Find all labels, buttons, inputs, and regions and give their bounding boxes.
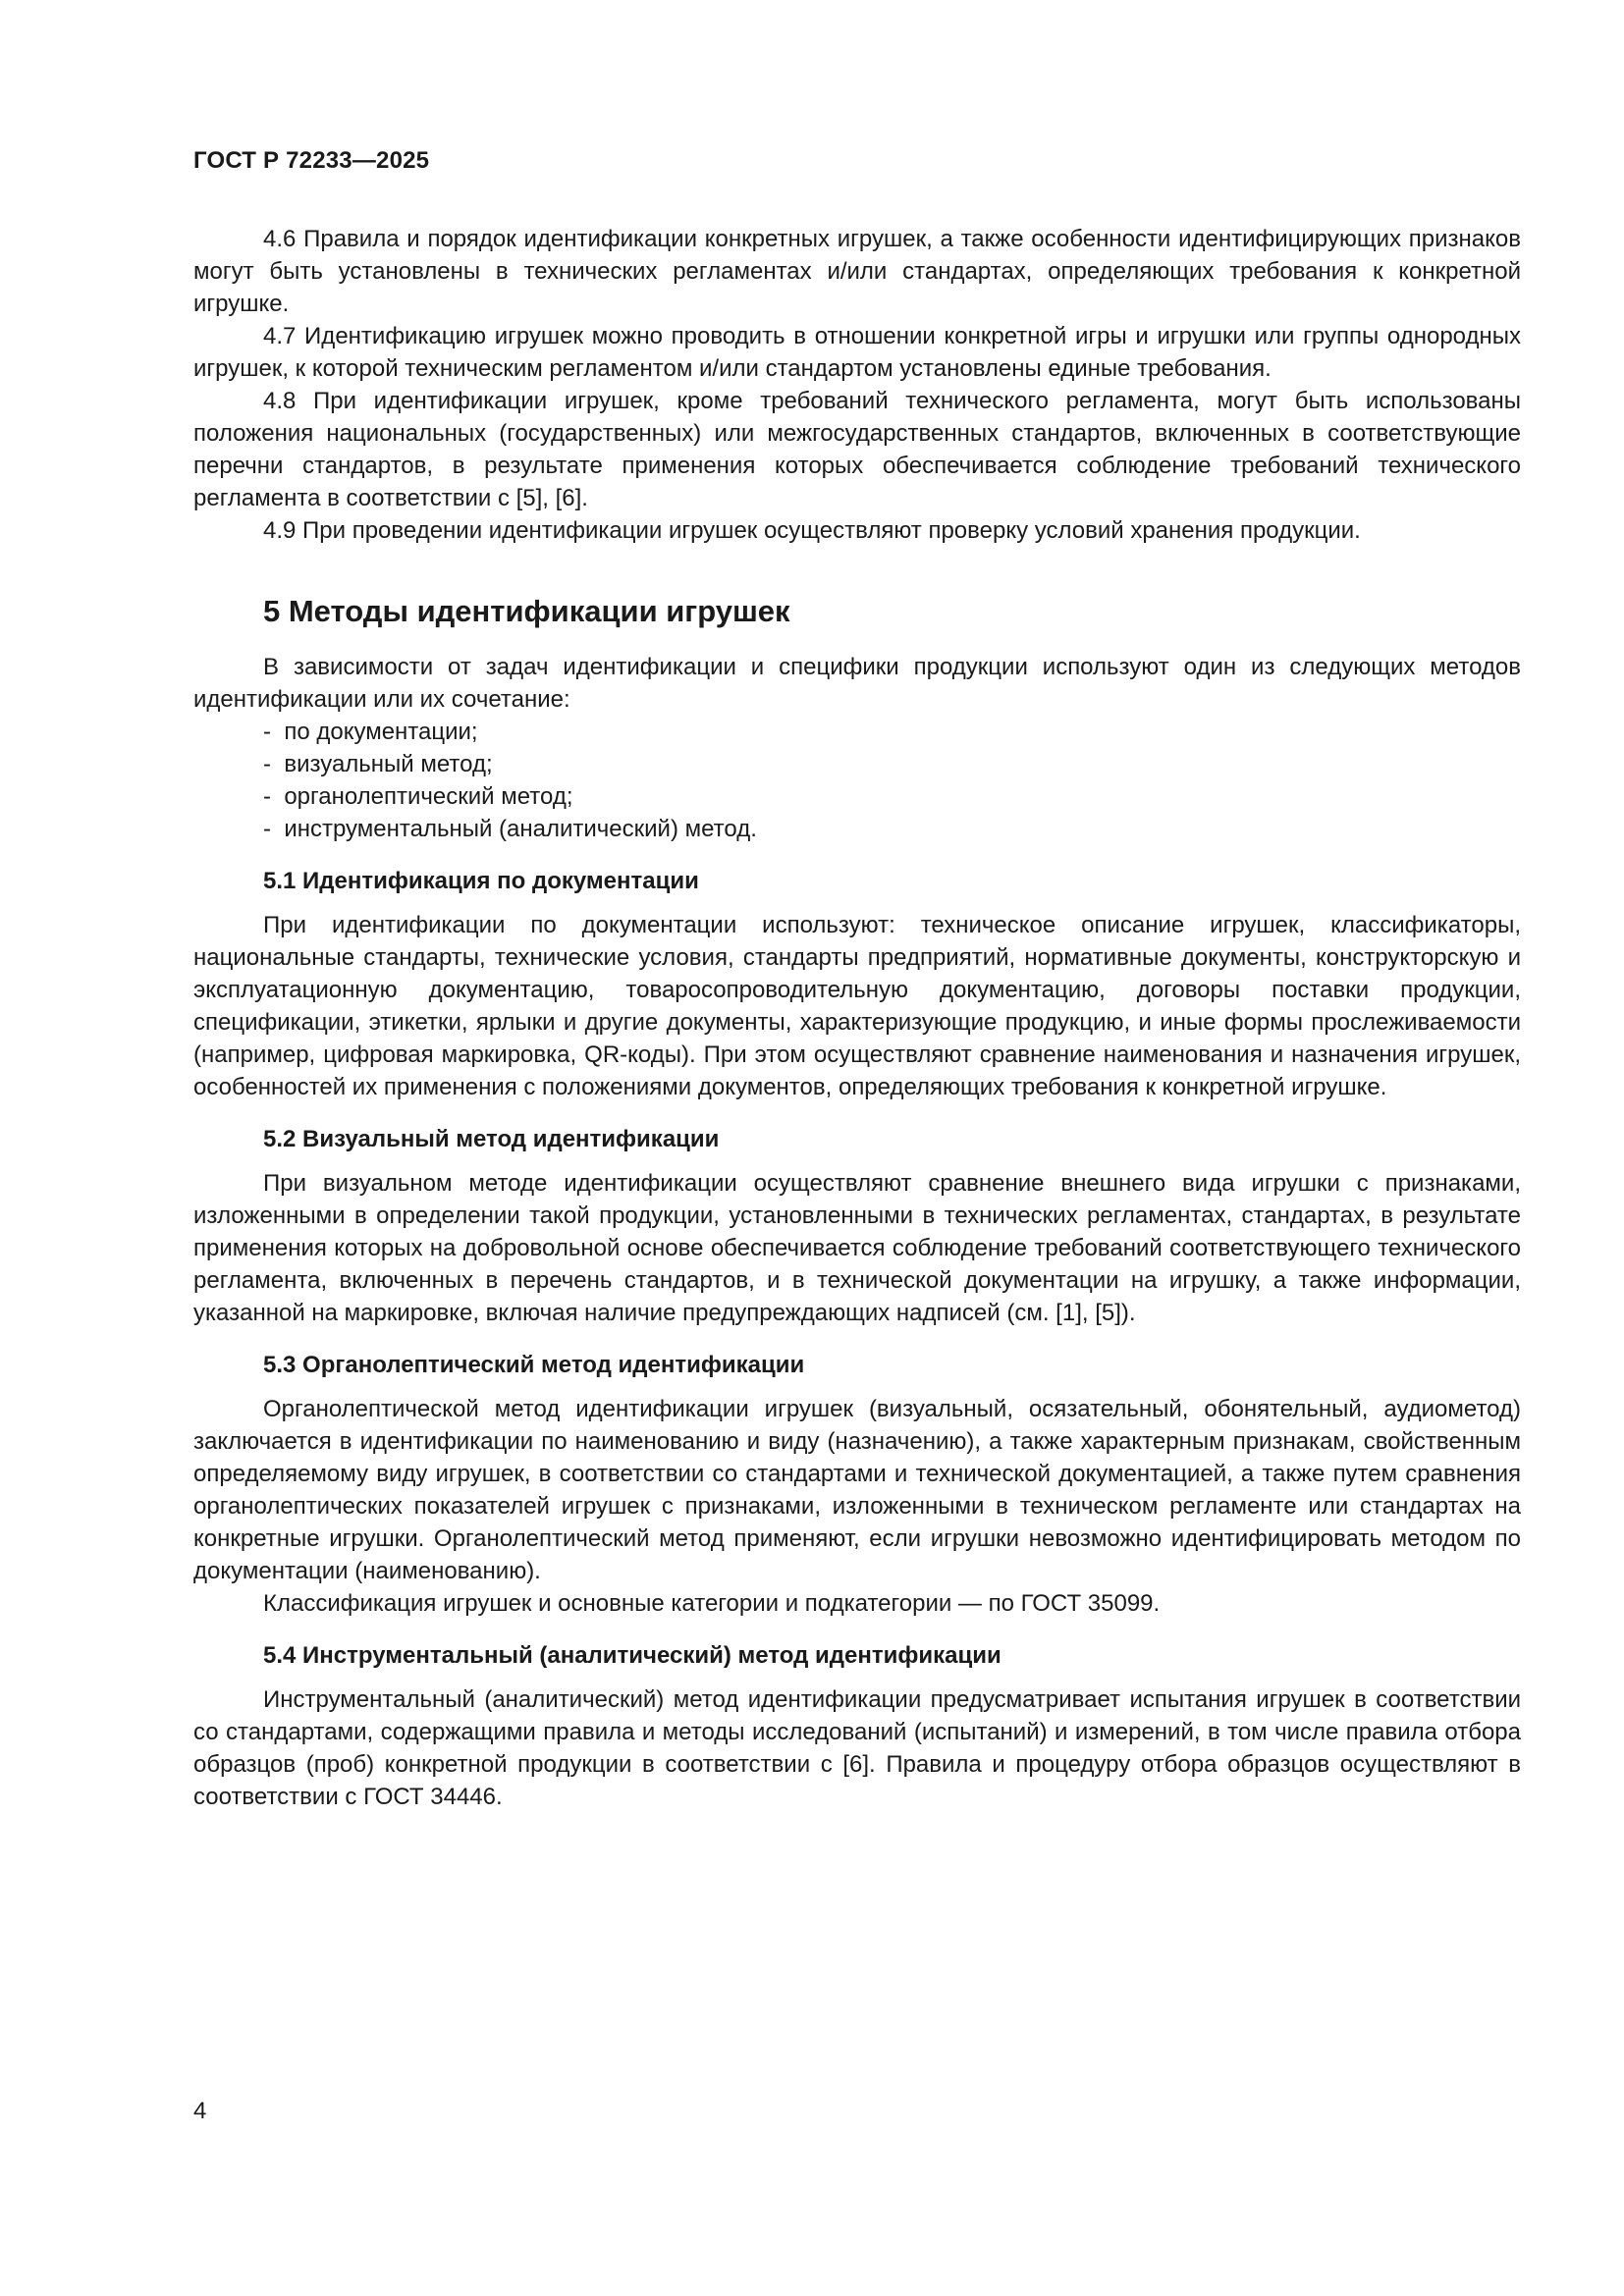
subsection-5-2-heading: 5.2 Визуальный метод идентификации	[263, 1126, 720, 1152]
section-5-heading: 5 Методы идентификации игрушек	[263, 594, 790, 628]
subsection-5-1-heading: 5.1 Идентификация по документации	[263, 868, 699, 894]
list-item: - инструментальный (аналитический) метод.	[193, 813, 1521, 845]
section-5-intro: В зависимости от задач идентификации и специфики продукции используют один из следующих методов идентификации или их сочетание:	[193, 654, 1521, 713]
page-number: 4	[193, 2098, 207, 2124]
page-content	[193, 223, 1521, 1813]
list-item: - органолептический метод;	[193, 780, 1521, 813]
list-item: - визуальный метод;	[193, 748, 1521, 780]
subsection-5-3-text: Органолептической метод идентификации игрушек (визуальный, осязательный, обонятельный, аудиометод) заключается в идентификации по наименованию и виду (назначению), а также характерным признакам, свойственным определяемому виду игрушек, в соответствии со стандартами и технической документацией, а также путем сравнения органолептических показателей игрушек с признаками, изложенными в техническом регламенте или стандартах на конкретные игрушки. Органолептический метод применяют, если игрушки невозможно идентифицировать методом по документации (наименованию).	[193, 1396, 1521, 1584]
clause-4-7: 4.7 Идентификацию игрушек можно проводить в отношении конкретной игры и игрушки или группы однородных игрушек, к которой техническим регламентом и/или стандартом установлены единые требования.	[193, 323, 1521, 382]
methods-list	[193, 716, 1521, 845]
clause-4-6: 4.6 Правила и порядок идентификации конкретных игрушек, а также особенности идентифицирующих признаков могут быть установлены в технических регламентах и/или стандартах, определяющих требования к конкретной игрушке.	[193, 226, 1521, 317]
clause-4-8: 4.8 При идентификации игрушек, кроме требований технического регламента, могут быть использованы положения национальных (государственных) или межгосударственных стандартов, включенных в соответствующие перечни стандартов, в результате применения которых обеспечивается соблюдение требований технического регламента в соответствии с [5], [6].	[193, 388, 1521, 511]
subsection-5-1-text: При идентификации по документации используют: техническое описание игрушек, классификаторы, национальные стандарты, технические условия, стандарты предприятий, нормативные документы, конструкторскую и эксплуатационную документацию, товаросопроводительную документацию, договоры поставки продукции, спецификации, этикетки, ярлыки и другие документы, характеризующие продукцию, и иные формы прослеживаемости (например, цифровая маркировка, QR-коды). При этом осуществляют сравнение наименования и назначения игрушек, особенностей их применения с положениями документов, определяющих требования к конкретной игрушке.	[193, 912, 1521, 1100]
subsection-5-4-text: Инструментальный (аналитический) метод идентификации предусматривает испытания игрушек в соответствии со стандартами, содержащими правила и методы исследований (испытаний) и измерений, в том числе правила отбора образцов (проб) конкретной продукции в соответствии с [6]. Правила и процедуру отбора образцов осуществляют в соответствии с ГОСТ 34446.	[193, 1686, 1521, 1810]
classification-note: Классификация игрушек и основные категории и подкатегории — по ГОСТ 35099.	[263, 1590, 1161, 1617]
standard-code-header: ГОСТ Р 72233—2025	[193, 147, 430, 174]
list-item: - по документации;	[193, 716, 1521, 748]
clause-4-9: 4.9 При проведении идентификации игрушек осуществляют проверку условий хранения продукции.	[263, 517, 1361, 544]
subsection-5-4-heading: 5.4 Инструментальный (аналитический) метод идентификации	[263, 1642, 1001, 1669]
subsection-5-3-heading: 5.3 Органолептический метод идентификации	[263, 1352, 805, 1378]
subsection-5-2-text: При визуальном методе идентификации осуществляют сравнение внешнего вида игрушки с признаками, изложенными в определении такой продукции, установленными в технических регламентах, стандартах, в результате применения которых на добровольной основе обеспечивается соблюдение требований соответствующего технического регламента, включенных в перечень стандартов, и в технической документации на игрушку, а также информации, указанной на маркировке, включая наличие предупреждающих надписей (см. [1], [5]).	[193, 1170, 1521, 1326]
